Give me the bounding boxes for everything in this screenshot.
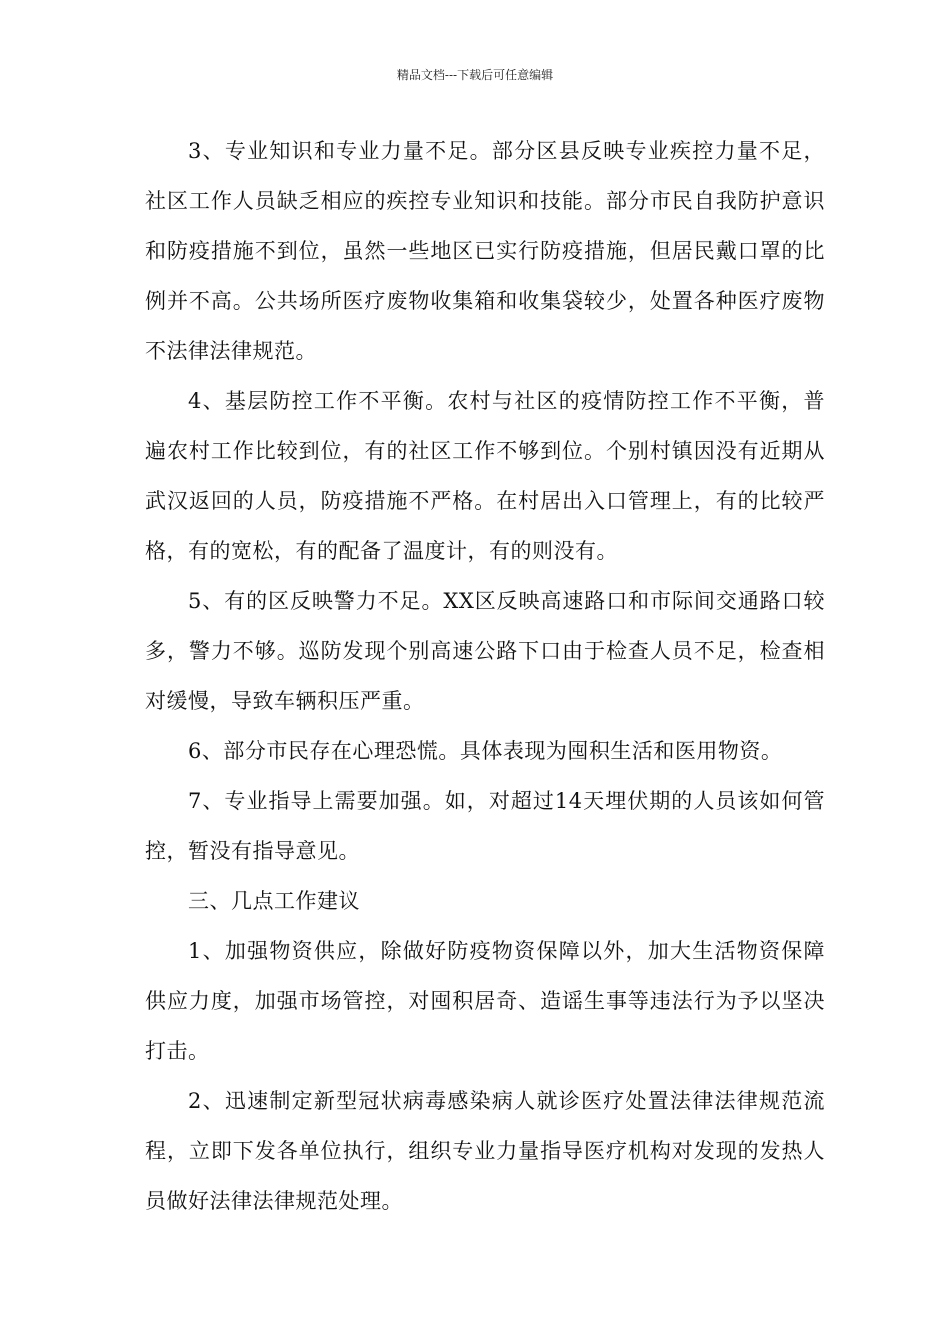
page-header: 精品文档---下载后可任意编辑	[396, 68, 554, 82]
paragraph-suggestion-2: 2、迅速制定新型冠状病毒感染病人就诊医疗处置法律法律规范流程，立即下发各单位执行，组织专业力量指导医疗机构对发现的发热人员做好法律法律规范处理。	[145, 1089, 825, 1213]
document-body	[145, 126, 825, 1226]
paragraph-issue-7: 7、专业指导上需要加强。如，对超过14天埋伏期的人员该如何管控，暂没有指导意见。	[145, 789, 825, 863]
paragraph-issue-4: 4、基层防控工作不平衡。农村与社区的疫情防控工作不平衡，普遍农村工作比较到位，有的社区工作不够到位。个别村镇因没有近期从武汉返回的人员，防疫措施不严格。在村居出入口管理上，有的比较严格，有的宽松，有的配备了温度计，有的则没有。	[145, 389, 825, 563]
paragraph-issue-6: 6、部分市民存在心理恐慌。具体表现为囤积生活和医用物资。	[188, 739, 783, 763]
paragraph-suggestion-1: 1、加强物资供应，除做好防疫物资保障以外，加大生活物资保障供应力度，加强市场管控，对囤积居奇、造谣生事等违法行为予以坚决打击。	[145, 939, 825, 1063]
paragraph-issue-5: 5、有的区反映警力不足。XX区反映高速路口和市际间交通路口较多，警力不够。巡防发现个别高速公路下口由于检查人员不足，检查相对缓慢，导致车辆积压严重。	[145, 589, 825, 713]
paragraph-issue-3: 3、专业知识和专业力量不足。部分区县反映专业疾控力量不足，社区工作人员缺乏相应的疾控专业知识和技能。部分市民自我防护意识和防疫措施不到位，虽然一些地区已实行防疫措施，但居民戴口罩的比例并不高。公共场所医疗废物收集箱和收集袋较少，处置各种医疗废物不法律法律规范。	[145, 139, 825, 363]
section-heading-suggestions: 三、几点工作建议	[188, 889, 360, 913]
